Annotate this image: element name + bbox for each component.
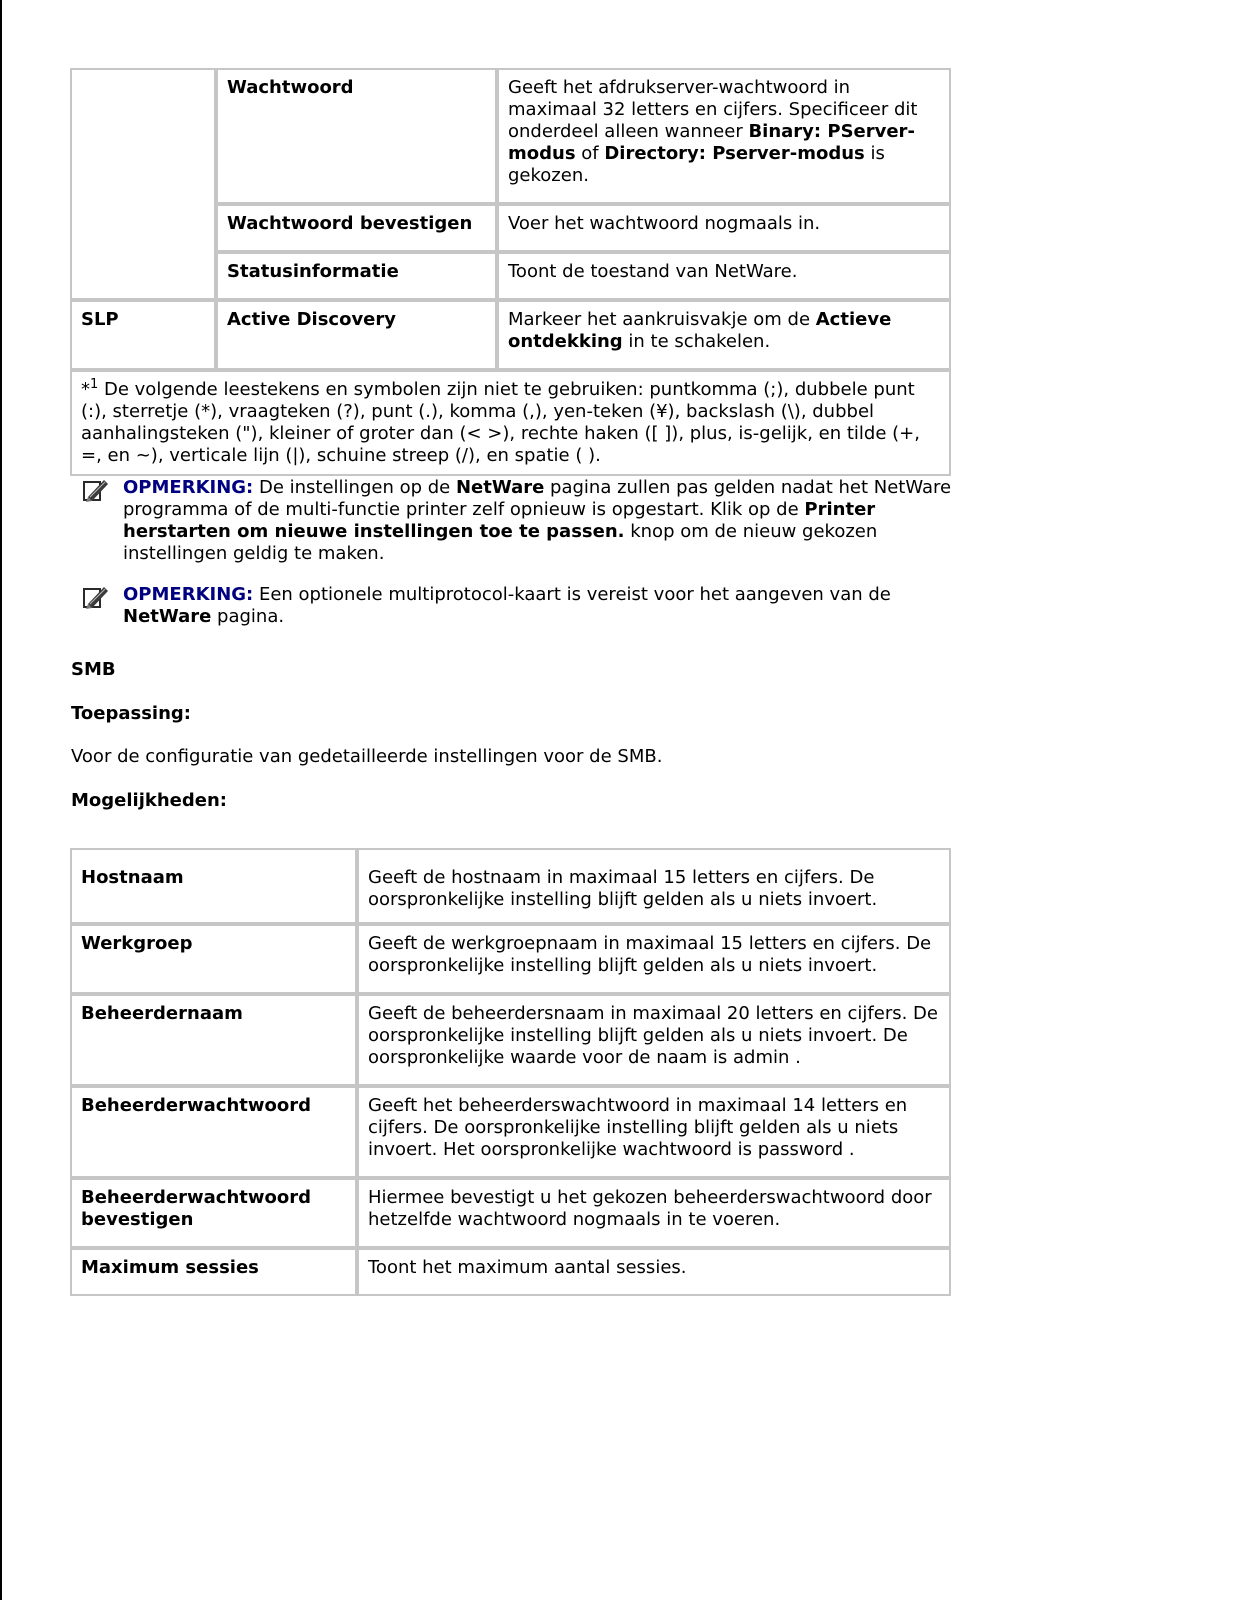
row-desc: Geeft de beheerdersnaam in maximaal 20 letters en cijfers. De oorspronkelijke instelling blijft gelden als u niets invoert. De oorspronkelijke waarde voor de naam is admin . [357, 994, 951, 1086]
table-row [70, 1248, 951, 1296]
note-pencil-icon [80, 477, 110, 503]
row-label: Beheerderwachtwoord [70, 1086, 357, 1178]
table-row [70, 924, 951, 994]
left-page-rule [0, 0, 2, 1600]
subheading-toepassing: Toepassing: [71, 703, 191, 724]
note-multiprotocol [80, 584, 960, 628]
table-row [70, 1178, 951, 1248]
row-desc-active-discovery: Markeer het aankruisvakje om de Actieve ontdekking in te schakelen. [497, 300, 951, 370]
netware-settings-table [70, 68, 951, 476]
table-row [70, 68, 951, 204]
footnote-cell: *$^1$ De volgende leestekens en symbolen zijn niet te gebruiken: puntkomma (;), dubbele punt (:), sterretje (*), vraagteken (?), punt (.), komma (,), yen-teken (¥), backslash (\), dubbel aanhalingsteken ("), kleiner of groter dan (< >), rechte haken ([ ]), plus, is-gelijk, en tilde (+, =, en ~), verticale lijn (|), schuine streep (/), en spatie ( ). [70, 370, 951, 476]
note-text: OPMERKING: Een optionele multiprotocol-kaart is vereist voor het aangeven van de NetWare pagina. [123, 584, 891, 627]
section-heading-smb: SMB [71, 659, 116, 680]
table-row [70, 848, 951, 924]
row-desc: Hiermee bevestigt u het gekozen beheerderswachtwoord door hetzelfde wachtwoord nogmaals in te voeren. [357, 1178, 951, 1248]
smb-settings-table [70, 848, 951, 1296]
row-label-statusinformatie: Statusinformatie [216, 252, 497, 300]
toepassing-text: Voor de configuratie van gedetailleerde instellingen voor de SMB. [71, 746, 663, 767]
row-desc: Geeft de werkgroepnaam in maximaal 15 letters en cijfers. De oorspronkelijke instelling blijft gelden als u niets invoert. [357, 924, 951, 994]
row-label: Beheerdernaam [70, 994, 357, 1086]
row-desc-statusinformatie: Toont de toestand van NetWare. [497, 252, 951, 300]
table-row [70, 994, 951, 1086]
table-row [70, 370, 951, 476]
note-text: OPMERKING: De instellingen op de NetWare pagina zullen pas gelden nadat het NetWare programma of de multi-functie printer zelf opnieuw is opgestart. Klik op de Printer herstarten om nieuwe instellingen toe te passen. knop om de nieuw gekozen instellingen geldig te maken. [123, 477, 952, 564]
row-label: Maximum sessies [70, 1248, 357, 1296]
row-label: Hostnaam [70, 848, 357, 924]
row-desc: Geeft de hostnaam in maximaal 15 letters en cijfers. De oorspronkelijke instelling blijft gelden als u niets invoert. [357, 848, 951, 924]
subheading-mogelijkheden: Mogelijkheden: [71, 790, 227, 811]
group-cell-empty [70, 68, 216, 300]
row-desc: Toont het maximum aantal sessies. [357, 1248, 951, 1296]
table-row [70, 1086, 951, 1178]
row-label: Werkgroep [70, 924, 357, 994]
note-pencil-icon [80, 584, 110, 610]
group-label-slp: SLP [70, 300, 216, 370]
row-desc: Geeft het beheerderswachtwoord in maximaal 14 letters en cijfers. De oorspronkelijke instelling blijft gelden als u niets invoert. Het oorspronkelijke wachtwoord is password . [357, 1086, 951, 1178]
row-desc-wachtwoord-bevestigen: Voer het wachtwoord nogmaals in. [497, 204, 951, 252]
table-row [70, 300, 951, 370]
row-label: Beheerderwachtwoord bevestigen [70, 1178, 357, 1248]
row-label-wachtwoord: Wachtwoord [216, 68, 497, 204]
row-label-active-discovery: Active Discovery [216, 300, 497, 370]
note-restart [80, 477, 960, 565]
row-label-wachtwoord-bevestigen: Wachtwoord bevestigen [216, 204, 497, 252]
row-desc-wachtwoord: Geeft het afdrukserver-wachtwoord in maximaal 32 letters en cijfers. Specificeer dit onderdeel alleen wanneer Binary: PServer-modus of Directory: Pserver-modus is gekozen. [497, 68, 951, 204]
